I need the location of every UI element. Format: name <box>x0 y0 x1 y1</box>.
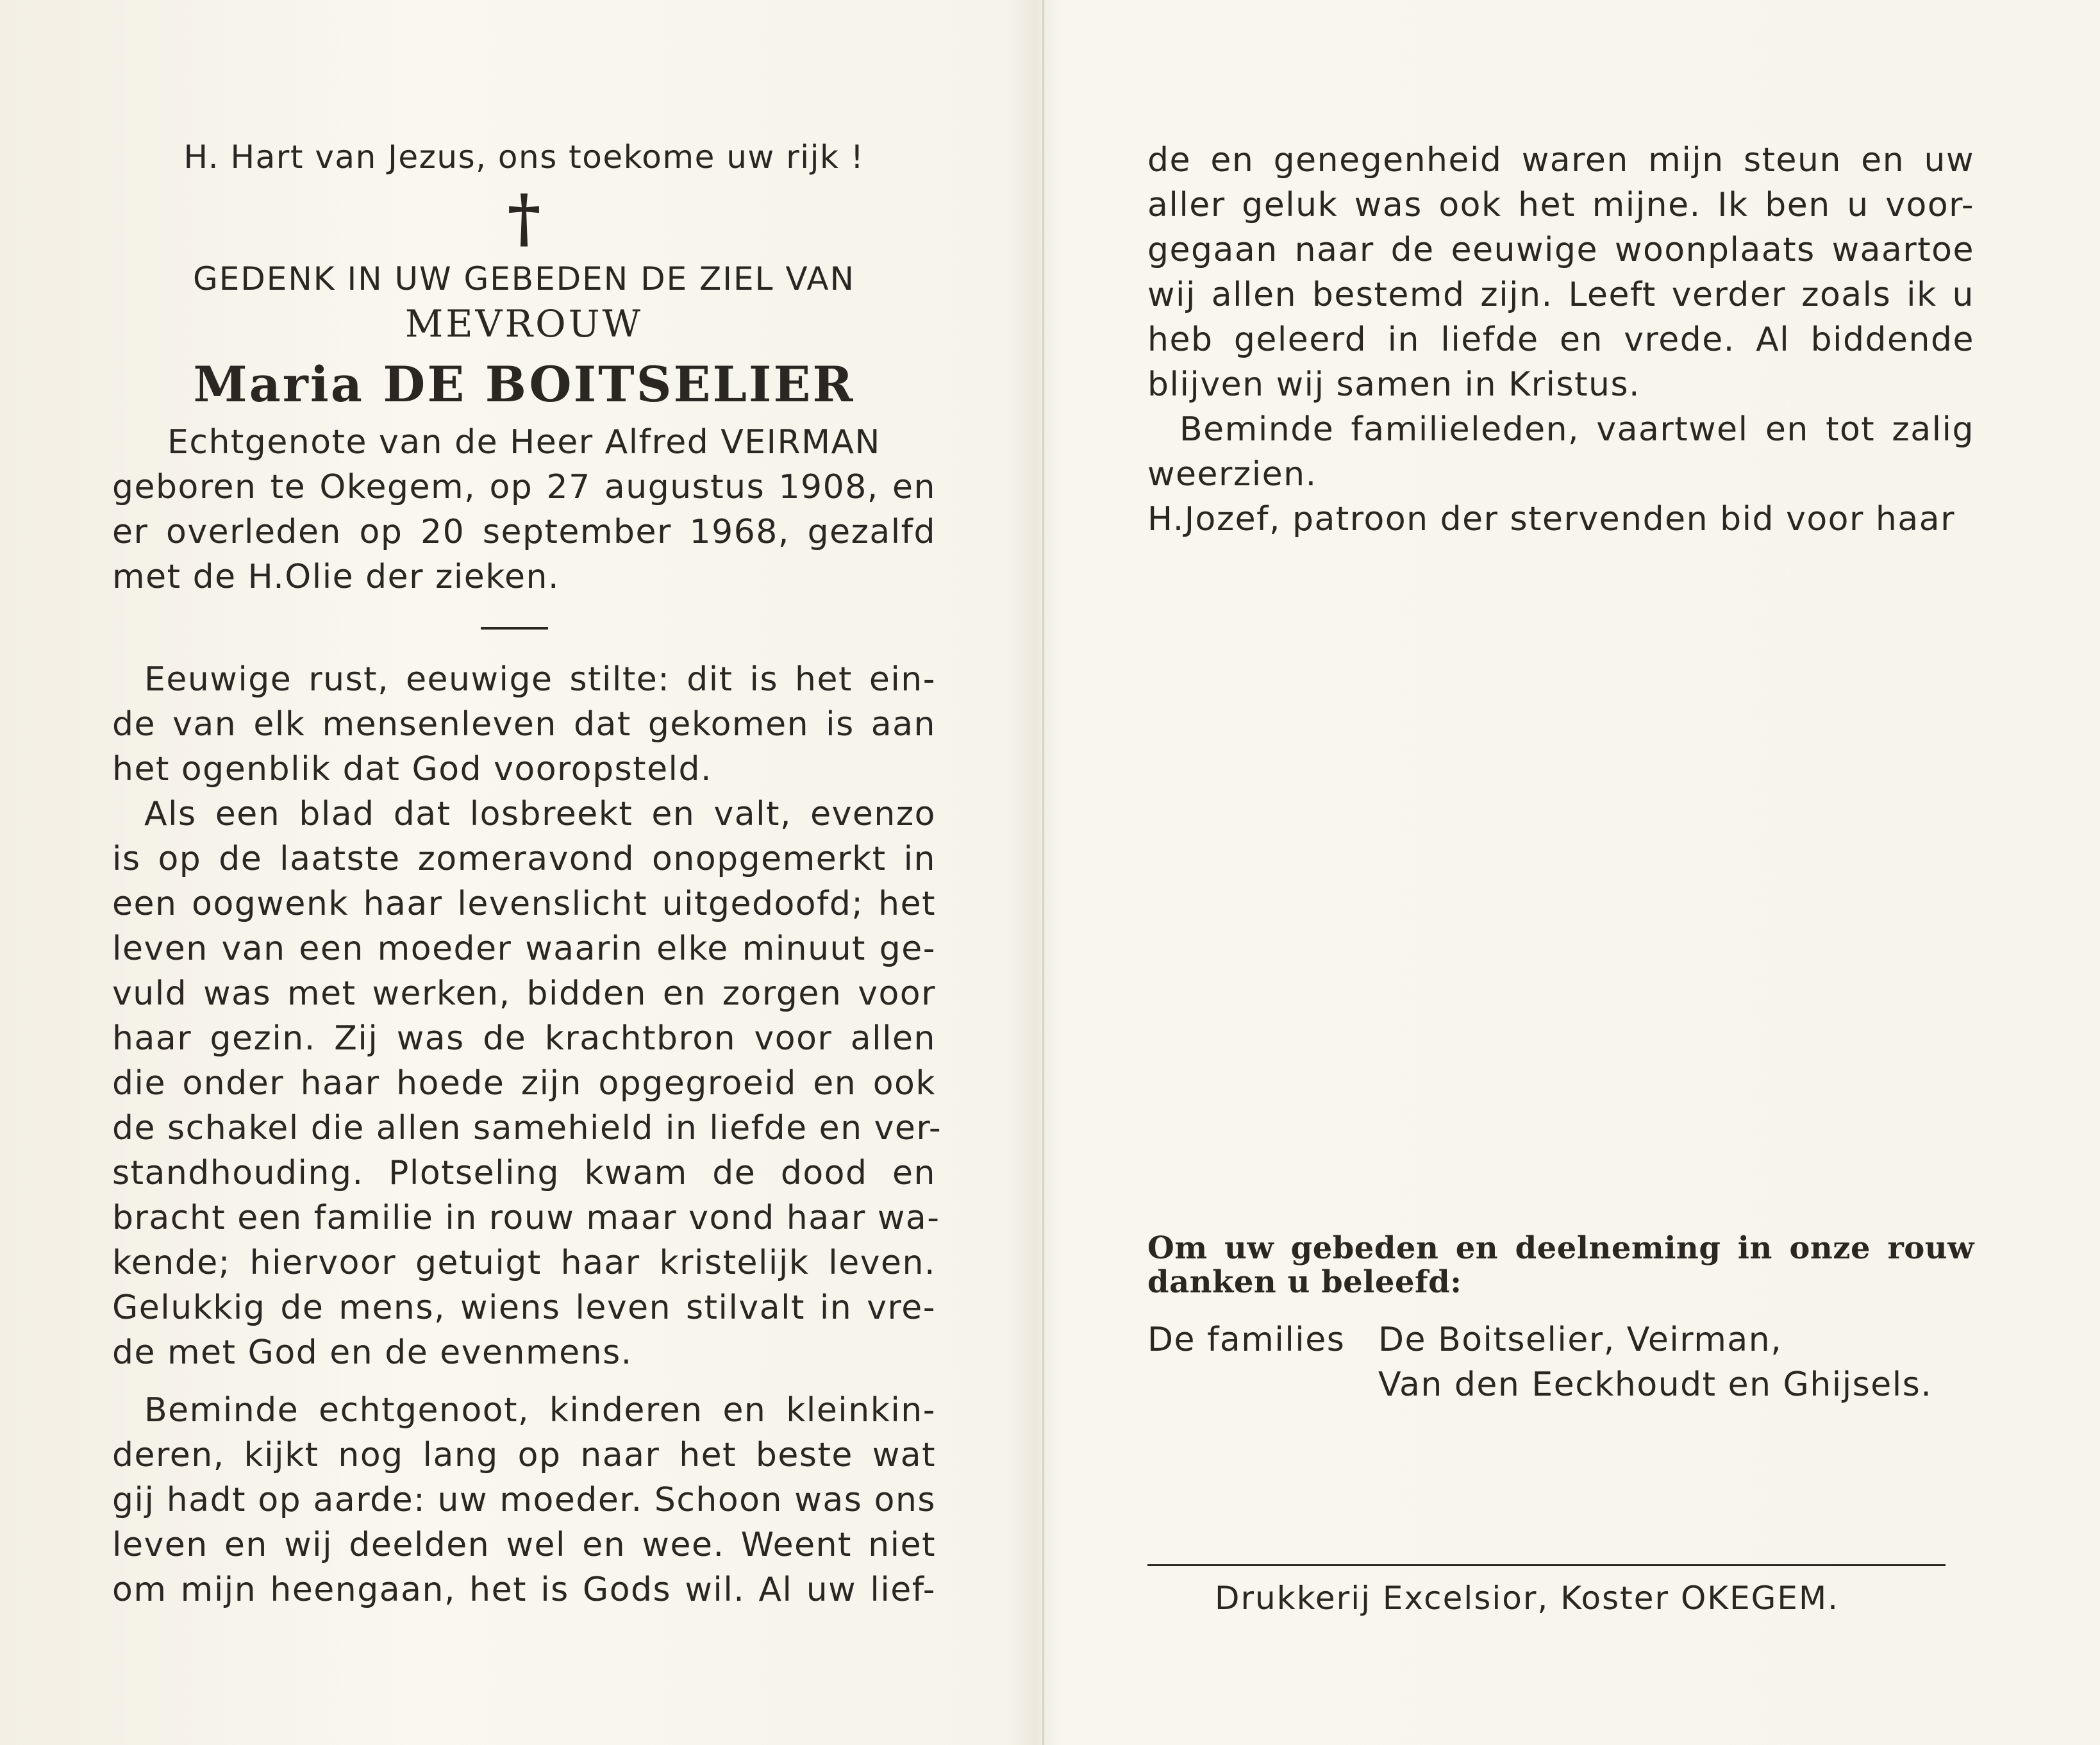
families-names: Van den Eeckhoudt en Ghijsels. <box>1378 1365 1933 1404</box>
left-page <box>112 0 942 1745</box>
body-line: de en genegenheid waren mijn steun en uw <box>1147 141 1974 180</box>
body-line: Als een blad dat losbreekt en valt, evenzo <box>144 795 936 833</box>
printer-rule <box>1147 1564 1946 1566</box>
thanks-heading: Om uw gebeden en deelneming in onze rouw <box>1147 1230 1974 1266</box>
body-line: om mijn heengaan, het is Gods wil. Al uw lief- <box>112 1571 936 1609</box>
deceased-name: Maria DE BOITSELIER <box>193 356 855 413</box>
body-line: blijven wij samen in Kristus. <box>1147 365 1641 404</box>
bio-line: Echtgenote van de Heer Alfred VEIRMAN <box>167 423 881 462</box>
bio-line: met de H.Olie der zieken. <box>112 558 560 596</box>
body-line: weerzien. <box>1147 455 1317 494</box>
families-names: De Boitselier, Veirman, <box>1378 1321 1783 1359</box>
thanks-heading: danken u beleefd: <box>1147 1264 1462 1300</box>
bio-line: geboren te Okegem, op 27 augustus 1908, en <box>112 468 936 506</box>
intro-line: GEDENK IN UW GEBEDEN DE ZIEL VAN <box>192 260 856 297</box>
body-line: Beminde familieleden, vaartwel en tot zalig <box>1179 410 1974 449</box>
body-line: gij hadt op aarde: uw moeder. Schoon was ons <box>112 1481 936 1519</box>
body-line: vuld was met werken, bidden en zorgen voor <box>112 974 936 1013</box>
body-line: H.Jozef, patroon der stervenden bid voor haar <box>1147 500 1955 539</box>
families-label: De families <box>1147 1321 1346 1359</box>
bio-line: er overleden op 20 september 1968, gezalfd <box>112 513 936 551</box>
section-divider <box>481 627 548 630</box>
card-fold <box>1042 0 1044 1745</box>
body-line: aller geluk was ook het mijne. Ik ben u voor- <box>1147 186 1974 224</box>
body-line: kende; hiervoor getuigt haar kristelijk leven. <box>112 1244 936 1282</box>
body-line: het ogenblik dat God vooropsteld. <box>112 750 713 789</box>
body-line: Beminde echtgenoot, kinderen en kleinkin- <box>144 1391 936 1430</box>
body-line: de schakel die allen samehield in liefde en ver- <box>112 1109 942 1148</box>
motto: H. Hart van Jezus, ons toekome uw rijk ! <box>183 138 865 176</box>
body-line: gegaan naar de eeuwige woonplaats waartoe <box>1147 231 1974 269</box>
body-line: standhouding. Plotseling kwam de dood en <box>112 1154 936 1192</box>
body-line: haar gezin. Zij was de krachtbron voor allen <box>112 1019 936 1058</box>
body-line: Gelukkig de mens, wiens leven stilvalt in vre- <box>112 1289 936 1327</box>
honorific: MEVROUW <box>404 302 644 346</box>
body-line: wij allen bestemd zijn. Leeft verder zoals ik u <box>1147 276 1974 314</box>
body-line: heb geleerd in liefde en vrede. Al biddende <box>1147 321 1974 359</box>
body-line: is op de laatste zomeravond onopgemerkt in <box>112 840 936 878</box>
body-line: de van elk mensenleven dat gekomen is aan <box>112 705 936 744</box>
body-line: leven en wij deelden wel en wee. Weent niet <box>112 1526 936 1564</box>
cross-icon: † <box>507 180 541 256</box>
body-line: Eeuwige rust, eeuwige stilte: dit is het ein- <box>144 660 936 699</box>
printer-credit: Drukkerij Excelsior, Koster OKEGEM. <box>1215 1580 1840 1617</box>
body-line: deren, kijkt nog lang op naar het beste wat <box>112 1436 936 1474</box>
body-line: de met God en de evenmens. <box>112 1333 633 1372</box>
body-line: leven van een moeder waarin elke minuut ge- <box>112 930 936 968</box>
body-line: bracht een familie in rouw maar vond haar wa- <box>112 1199 940 1237</box>
body-line: een oogwenk haar levenslicht uitgedoofd; het <box>112 885 936 923</box>
body-line: die onder haar hoede zijn opgegroeid en ook <box>112 1064 936 1103</box>
right-page <box>1147 0 1974 1745</box>
